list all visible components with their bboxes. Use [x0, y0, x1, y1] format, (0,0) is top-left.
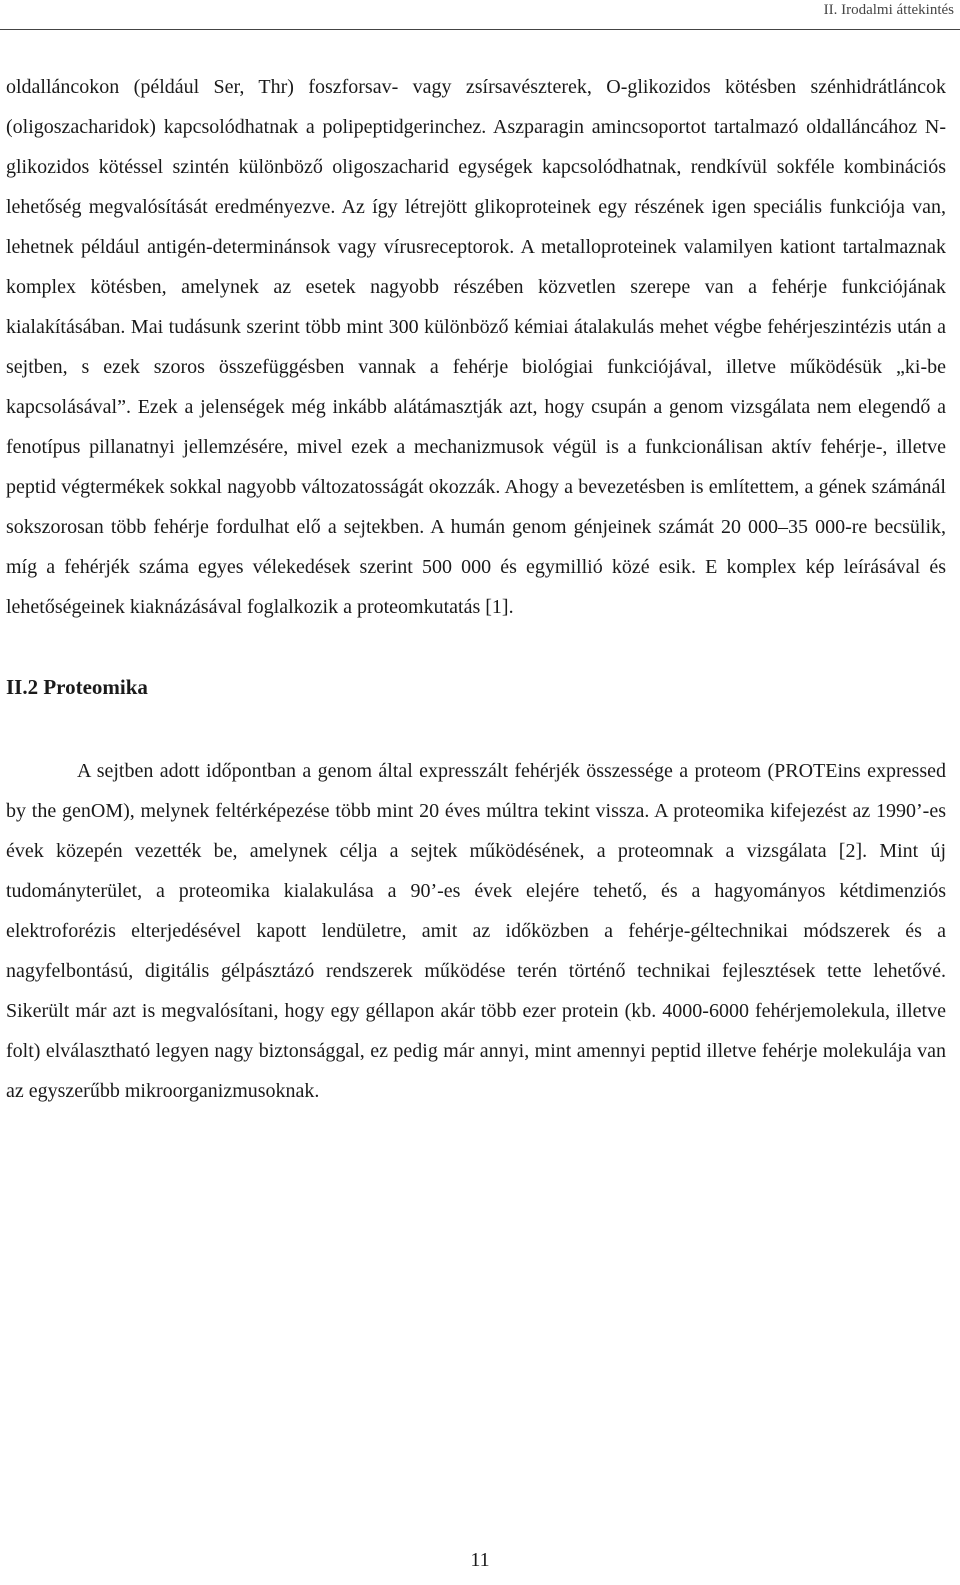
page-number: 11 — [470, 1549, 490, 1571]
running-header: II. Irodalmi áttekintés — [823, 2, 954, 18]
page-content — [6, 67, 946, 1111]
section-heading: II.2 Proteomika — [6, 675, 148, 699]
body-paragraph: oldalláncokon (például Ser, Thr) foszforsav- vagy zsírsavészterek, O-glikozidos kötésben szénhidrátláncok (oligoszacharidok) kapcsolódhatnak a polipeptidgerinchez. Aszparagin amincsoportot tartalmazó oldalláncához N-glikozidos kötéssel szintén különböző oligoszacharid egységek kapcsolódhatnak, rendkívül sokféle kombinációs lehetőség megvalósítását eredményezve. Az így létrejött glikoproteinek egy részének igen speciális funkciója van, lehetnek például antigén-determinánsok vagy vírusreceptorok. A metalloproteinek valamilyen kationt tartalmaznak komplex kötésben, amelynek az esetek nagyobb részében közvetlen szerepe van a fehérje funkciójának kialakításában. Mai tudásunk szerint több mint 300 különböző kémiai átalakulás mehet végbe fehérjeszintézis után a sejtben, s ezek szoros összefüggésben vannak a fehérje biológiai funkciójával, illetve működésük „ki-be kapcsolásával”. Ezek a jelenségek még inkább alátámasztják azt, hogy csupán a genom vizsgálata nem elegendő a fenotípus pillanatnyi jellemzésére, mivel ezek a mechanizmusok végül is a funkcionálisan aktív fehérje-, illetve peptid végtermékek sokkal nagyobb változatosságát okozzák. Ahogy a bevezetésben is említettem, a gének számánál sokszorosan több fehérje fordulhat elő a sejtekben. A humán genom génjeinek számát 20 000–35 000-re becsülik, míg a fehérjék száma egyes vélekedések szerint 500 000 és egymillió közé esik. E komplex kép leírásával és lehetőségeinek kiaknázásával foglalkozik a proteomkutatás [1]. — [6, 76, 946, 618]
header-divider — [0, 29, 960, 30]
body-paragraph: A sejtben adott időpontban a genom által expresszált fehérjék összessége a proteom (PROTEins expressed by the genOM), melynek feltérképezése több mint 20 éves múltra tekint vissza. A proteomika kifejezést az 1990’-es évek közepén vezették be, amelynek célja a sejtek működésének, a proteomnak a vizsgálata [2]. Mint új tudományterület, a proteomika kialakulása a 90’-es évek elejére tehető, és a hagyományos kétdimenziós elektroforézis elterjedésével kapott lendületre, amit az időközben a fehérje-géltechnikai módszerek és a nagyfelbontású, digitális gélpásztázó rendszerek működése terén történő technikai fejlesztések tette lehetővé. Sikerült már azt is megvalósítani, hogy egy géllapon akár több ezer protein (kb. 4000-6000 fehérjemolekula, illetve folt) elválasztható legyen nagy biztonsággal, ez pedig már annyi, mint amennyi peptid illetve fehérje molekulája van az egyszerűbb mikroorganizmusoknak. — [6, 760, 946, 1102]
